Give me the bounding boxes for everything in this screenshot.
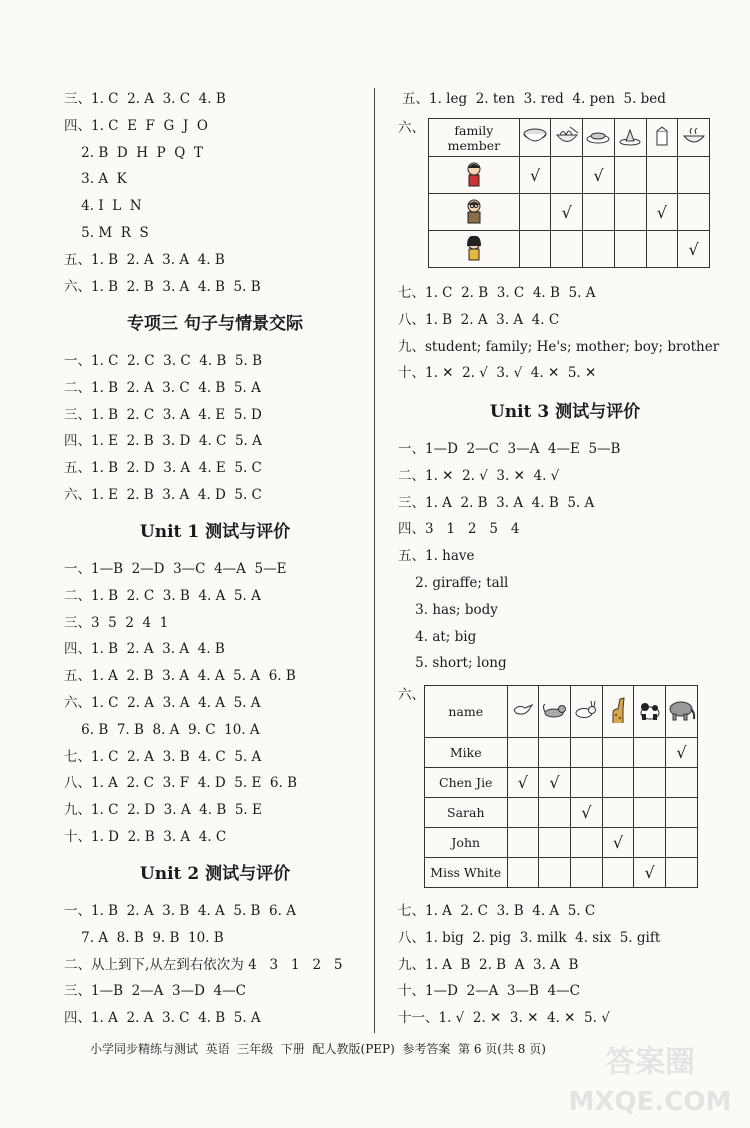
question-label: 六、	[398, 687, 425, 703]
check-cell	[519, 194, 551, 231]
answer-line: 3. has; body	[398, 601, 498, 618]
check-cell: √	[602, 828, 634, 858]
answer-line: 一、1. C 2. C 3. C 4. B 5. B	[64, 353, 263, 369]
answer-line: 三、1—B 2—A 3—D 4—C	[64, 983, 246, 1000]
elephant-icon	[667, 699, 697, 724]
check-cell	[666, 858, 698, 888]
check-cell	[602, 738, 634, 768]
check-cell	[634, 738, 666, 768]
giraffe-icon	[607, 695, 629, 728]
check-cell	[570, 738, 602, 768]
question-label: 六、	[398, 120, 425, 136]
answer-line: 一、1—B 2—D 3—C 4—A 5—E	[64, 561, 287, 577]
answer-line: 三、3 5 2 4 1	[64, 614, 169, 631]
answer-line: 五、1. B 2. D 3. A 4. E 5. C	[64, 460, 262, 477]
check-cell	[551, 157, 583, 194]
check-cell	[602, 798, 634, 828]
answer-line: 7. A 8. B 9. B 10. B	[64, 929, 224, 946]
boy-icon	[463, 160, 485, 191]
check-cell: √	[646, 194, 678, 231]
check-cell: √	[570, 798, 602, 828]
check-cell	[634, 768, 666, 798]
check-cell	[551, 231, 583, 268]
check-cell	[507, 858, 539, 888]
check-cell	[583, 231, 615, 268]
student-name: Chen Jie	[425, 768, 508, 798]
man-icon	[463, 197, 485, 228]
section-heading: Unit 2 测试与评价	[139, 864, 291, 884]
answer-line: 三、1. A 2. B 3. A 4. B 5. A	[398, 494, 595, 511]
section-heading: 专项三 句子与情景交际	[127, 314, 303, 334]
check-cell	[614, 194, 646, 231]
check-cell	[539, 858, 571, 888]
table-row	[425, 798, 698, 828]
check-cell	[539, 828, 571, 858]
animal-preference-table	[424, 685, 698, 888]
answer-line: 六、1. C 2. A 3. A 4. A 5. A	[64, 695, 261, 711]
svg-text:MXQE.COM: MXQE.COM	[568, 1087, 732, 1117]
check-cell	[570, 768, 602, 798]
answer-line: 三、1. C 2. A 3. C 4. B	[64, 91, 226, 107]
check-cell	[646, 157, 678, 194]
answer-line: 二、从上到下,从左到右依次为 4 3 1 2 5	[64, 956, 343, 973]
answer-line: 八、1. big 2. pig 3. milk 4. six 5. gift	[398, 929, 661, 946]
answer-line: 6. B 7. B 8. A 9. C 10. A	[64, 721, 260, 738]
check-cell	[570, 858, 602, 888]
answer-line: 3. A K	[64, 171, 127, 188]
milk-carton-icon	[649, 126, 675, 149]
check-cell	[666, 828, 698, 858]
check-cell	[507, 828, 539, 858]
answer-line: 一、1—D 2—C 3—A 4—E 5—B	[398, 441, 621, 457]
answer-line: 5. short; long	[398, 655, 507, 672]
check-cell	[539, 738, 571, 768]
answer-line: 四、1. A 2. A 3. C 4. B 5. A	[64, 1010, 261, 1027]
answer-line: 5. M R S	[64, 225, 149, 241]
check-cell	[570, 828, 602, 858]
check-cell	[666, 768, 698, 798]
check-cell: √	[519, 157, 551, 194]
answer-line: 七、1. A 2. C 3. B 4. A 5. C	[398, 903, 596, 919]
table-header: name	[425, 686, 508, 738]
check-cell	[519, 231, 551, 268]
check-cell	[634, 828, 666, 858]
answer-line: 四、1. B 2. A 3. A 4. B	[64, 641, 225, 658]
answer-line: 十、1. ✕ 2. √ 3. √ 4. ✕ 5. ✕	[398, 365, 597, 382]
answer-line: 4. I L N	[64, 198, 142, 215]
food-preference-table	[428, 118, 710, 268]
check-cell	[646, 231, 678, 268]
soup-icon	[681, 126, 707, 149]
answer-line: 三、1. B 2. C 3. A 4. E 5. D	[64, 406, 262, 423]
answer-line: 八、1. B 2. A 3. A 4. C	[398, 311, 560, 328]
answer-line: 十、1. D 2. B 3. A 4. C	[64, 829, 227, 845]
svg-text:答案圈: 答案圈	[605, 1045, 695, 1080]
check-cell	[602, 768, 634, 798]
column-divider	[374, 88, 375, 1033]
rabbit-icon	[572, 700, 600, 723]
table-row	[429, 231, 710, 268]
answer-line: 五、1. leg 2. ten 3. red 4. pen 5. bed	[402, 91, 666, 107]
check-cell: √	[583, 157, 615, 194]
student-name: John	[425, 828, 508, 858]
check-cell: √	[678, 231, 710, 268]
answer-line: 二、1. B 2. A 3. C 4. B 5. A	[64, 379, 261, 396]
answer-line: 六、1. B 2. B 3. A 4. B 5. B	[64, 278, 261, 295]
check-cell	[614, 231, 646, 268]
answer-line: 五、1. A 2. B 3. A 4. A 5. A 6. B	[64, 668, 296, 685]
answer-line: 六、1. E 2. B 3. A 4. D 5. C	[64, 487, 262, 503]
check-cell	[666, 798, 698, 828]
answer-line: 2. giraffe; tall	[398, 575, 509, 591]
answer-line: 十、1—D 2—A 3—B 4—C	[398, 983, 580, 1000]
table-row	[429, 157, 710, 194]
answer-line: 七、1. C 2. A 3. B 4. C 5. A	[64, 748, 262, 765]
check-cell	[583, 194, 615, 231]
check-cell	[602, 858, 634, 888]
check-cell: √	[666, 738, 698, 768]
answer-line: 4. at; big	[398, 628, 477, 645]
answer-line: 四、3 1 2 5 4	[398, 521, 520, 538]
answer-line: 四、1. E 2. B 3. D 4. C 5. A	[64, 433, 262, 450]
check-cell	[614, 157, 646, 194]
check-cell: √	[551, 194, 583, 231]
rice-bowl-icon	[522, 126, 548, 149]
answer-line: 七、1. C 2. B 3. C 4. B 5. A	[398, 285, 596, 301]
student-name: Mike	[425, 738, 508, 768]
answer-line: 二、1. B 2. C 3. B 4. A 5. A	[64, 587, 261, 604]
answer-line: 四、1. C E F G J O	[64, 117, 208, 134]
cat-icon	[541, 700, 569, 723]
fish-plate-icon	[585, 126, 611, 149]
check-cell	[634, 798, 666, 828]
bird-icon	[511, 700, 535, 723]
answer-line: 九、student; family; He's; mother; boy; brother	[398, 338, 720, 355]
answer-line: 一、1. B 2. A 3. B 4. A 5. B 6. A	[64, 903, 296, 919]
noodles-icon	[554, 126, 580, 149]
table-row	[429, 194, 710, 231]
girl-icon	[463, 234, 485, 265]
answer-line: 五、1. B 2. A 3. A 4. B	[64, 251, 225, 268]
answer-line: 九、1. C 2. D 3. A 4. B 5. E	[64, 802, 262, 819]
answer-line: 八、1. A 2. C 3. F 4. D 5. E 6. B	[64, 775, 297, 792]
table-row	[425, 768, 698, 798]
check-cell	[678, 194, 710, 231]
page-footer: 小学同步精练与测试 英语 三年级 下册 配人教版(PEP) 参考答案 第 6 页(共 8 页)	[90, 1042, 546, 1056]
section-heading: Unit 1 测试与评价	[139, 522, 291, 542]
table-row	[425, 738, 698, 768]
answer-line: 五、1. have	[398, 548, 475, 565]
answer-line: 二、1. ✕ 2. √ 3. ✕ 4. √	[398, 467, 560, 484]
student-name: Sarah	[425, 798, 508, 828]
panda-icon	[637, 699, 663, 724]
table-row	[425, 858, 698, 888]
answer-line: 九、1. A B 2. B A 3. A B	[398, 956, 579, 973]
answer-line: 十一、1. √ 2. ✕ 3. ✕ 4. ✕ 5. √	[398, 1010, 610, 1027]
table-header: family member	[429, 119, 520, 157]
check-cell: √	[507, 768, 539, 798]
check-cell: √	[634, 858, 666, 888]
section-heading: Unit 3 测试与评价	[489, 402, 641, 422]
check-cell	[507, 798, 539, 828]
check-cell	[539, 798, 571, 828]
check-cell	[678, 157, 710, 194]
check-cell	[507, 738, 539, 768]
table-row	[425, 828, 698, 858]
student-name: Miss White	[425, 858, 508, 888]
answer-line: 2. B D H P Q T	[64, 144, 203, 161]
check-cell: √	[539, 768, 571, 798]
cake-icon	[617, 126, 643, 149]
watermark-logo	[560, 1032, 740, 1122]
